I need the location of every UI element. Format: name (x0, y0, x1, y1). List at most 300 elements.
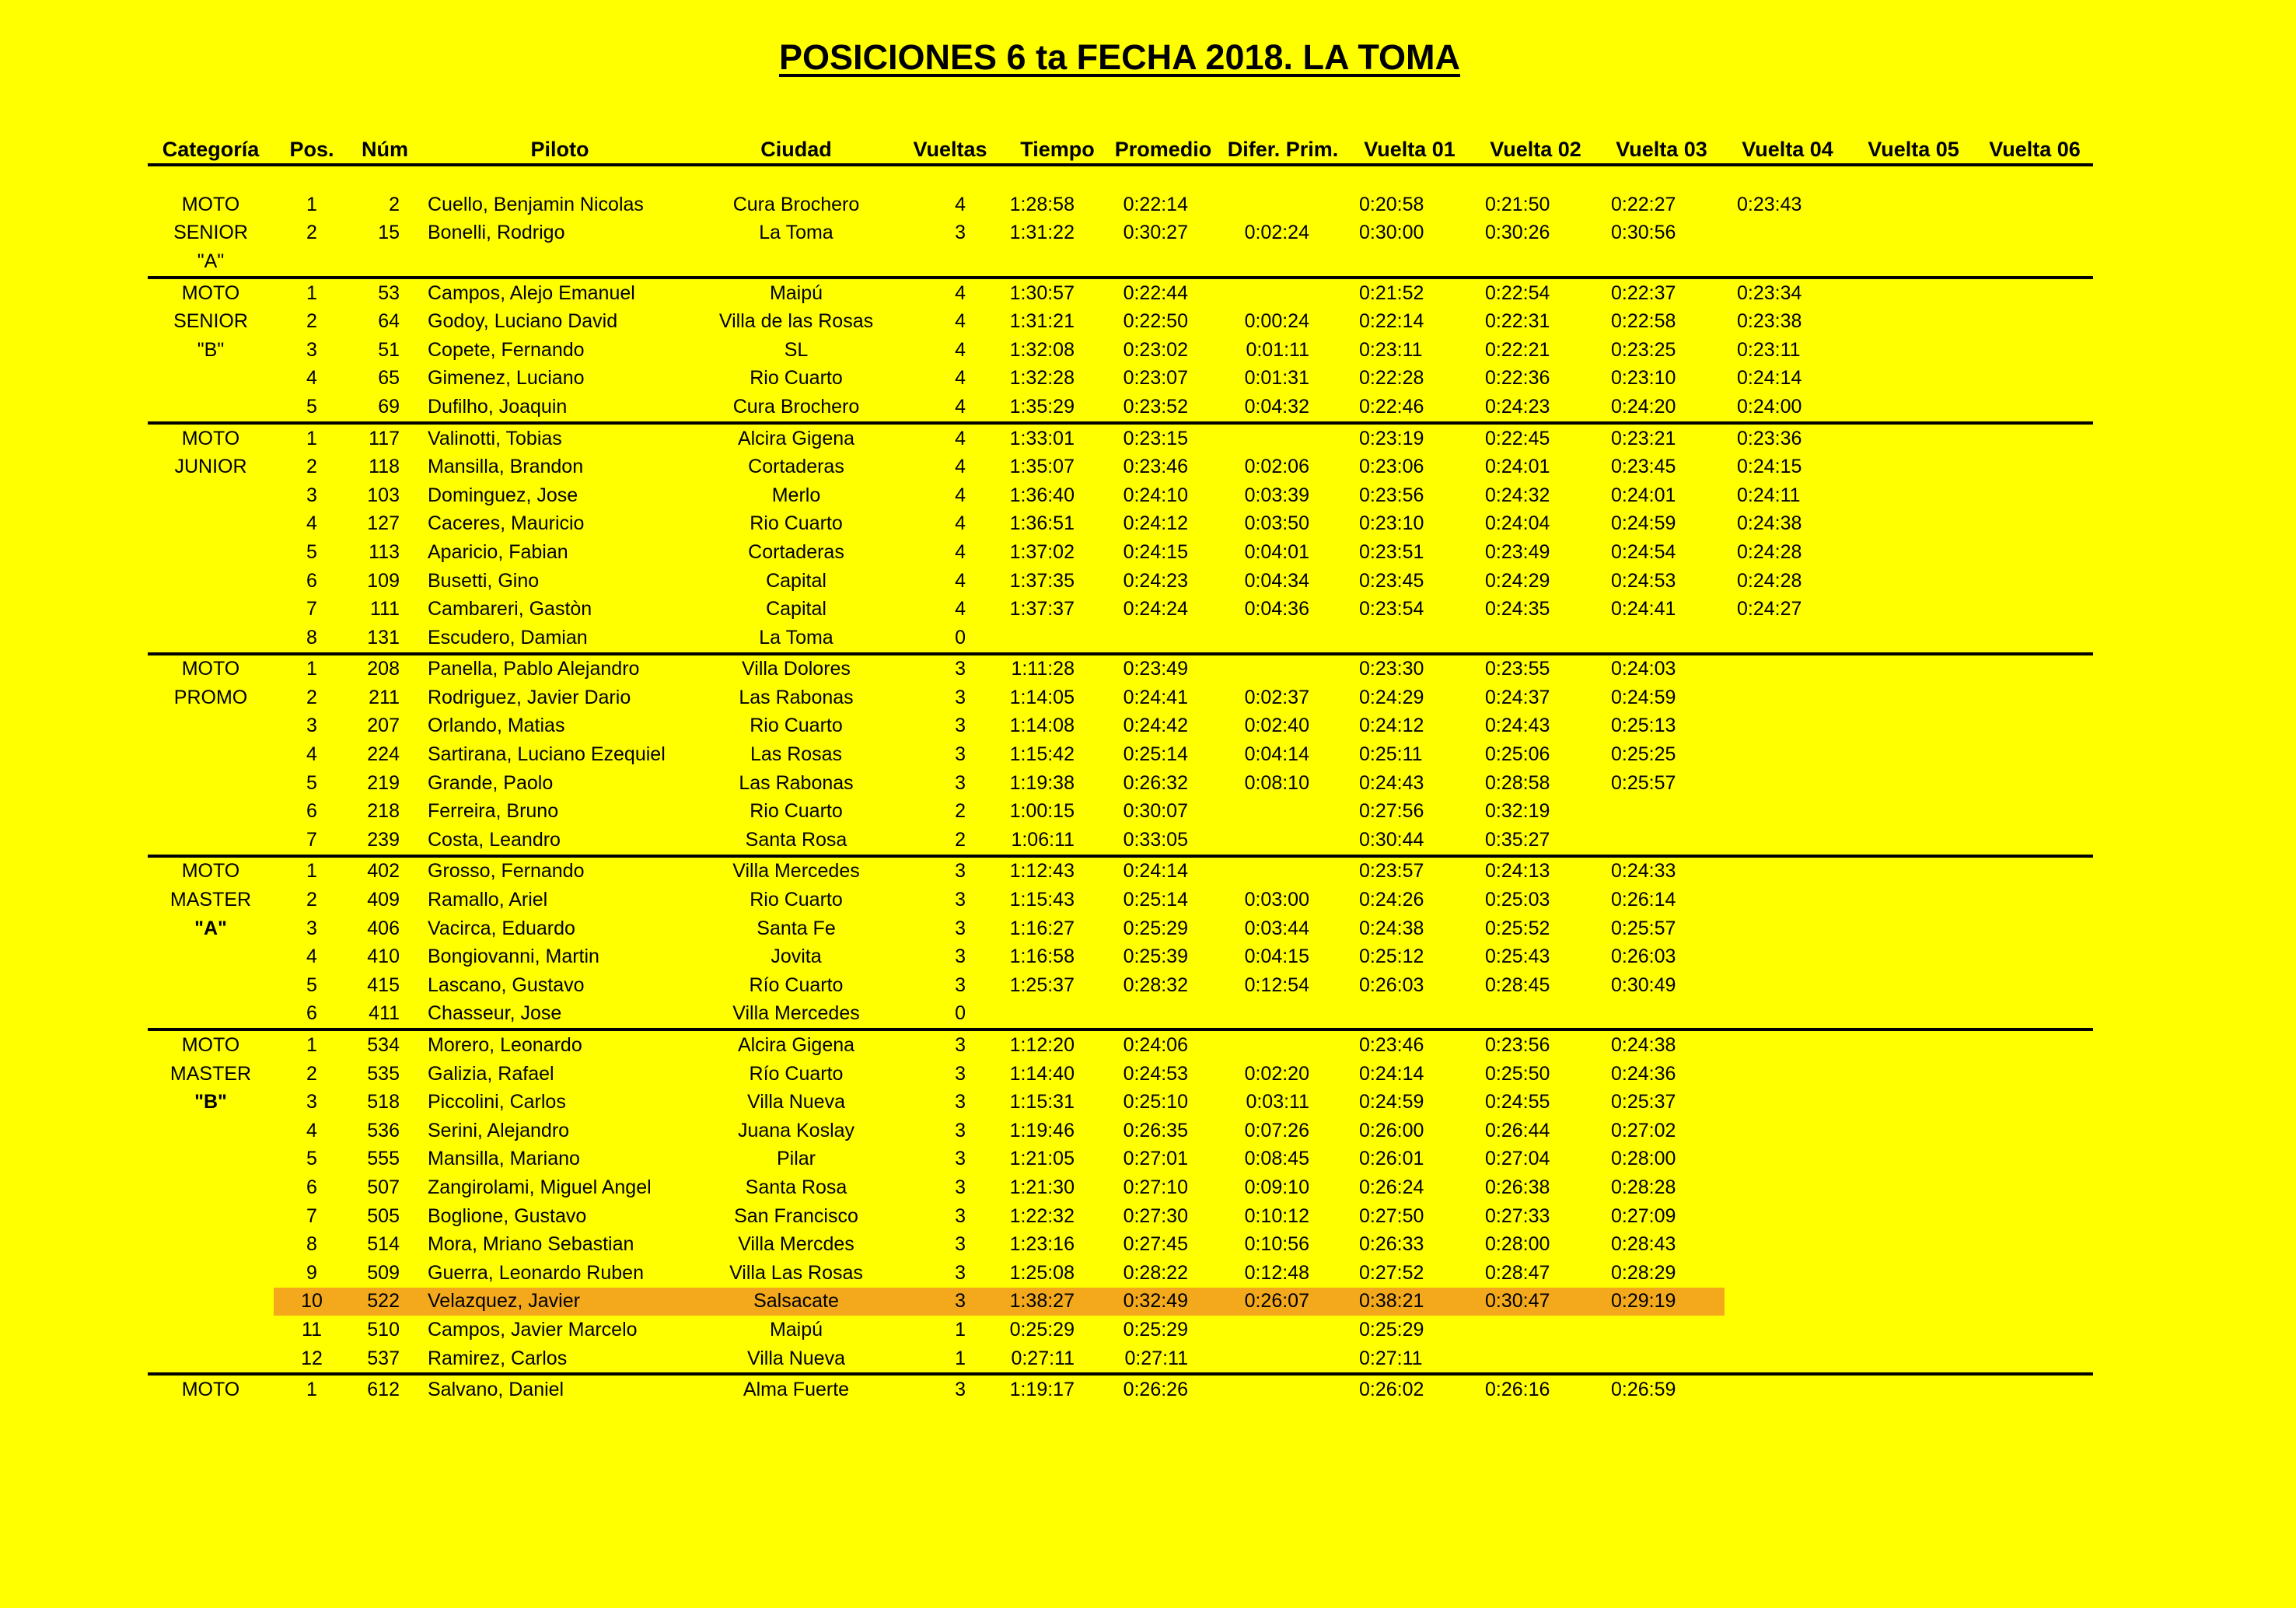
cell-promedio: 0:24:12 (1123, 512, 1188, 535)
cell-vuelta-01: 0:20:58 (1359, 193, 1424, 215)
cell-ciudad: Juana Koslay (737, 1119, 855, 1141)
cell-vuelta-06 (1976, 1230, 2093, 1259)
cell-vuelta-01: 0:24:43 (1359, 771, 1424, 794)
cell-vuelta-02: 0:22:36 (1485, 367, 1550, 390)
cell-promedio: 0:24:10 (1123, 484, 1188, 506)
cell-promedio: 0:25:29 (1123, 1318, 1188, 1341)
cell-vuelta-05 (1850, 307, 1976, 336)
cell-vuelta-05 (1850, 595, 1976, 624)
cell-promedio: 0:24:24 (1123, 598, 1188, 620)
cell-vueltas: 4 (955, 512, 966, 535)
cell-vuelta-02: 0:22:21 (1485, 338, 1550, 361)
cell-vuelta-06 (1976, 624, 2093, 654)
cell-categoria (148, 797, 274, 826)
cell-promedio: 0:22:14 (1123, 193, 1188, 215)
cell-vuelta-01: 0:23:06 (1359, 456, 1424, 478)
table-row (148, 365, 2093, 393)
cell-vuelta-02: 0:24:23 (1485, 395, 1550, 418)
cell-categoria (148, 624, 274, 654)
cell-piloto: Morero, Leonardo (420, 1029, 700, 1060)
cell-piloto: Velazquez, Javier (420, 1288, 700, 1316)
cell-difer-prim: 0:03:11 (1246, 1091, 1309, 1113)
cell-vuelta-06 (1976, 393, 2093, 423)
cell-vuelta-04 (1725, 971, 1850, 1000)
cell-ciudad: Las Rosas (750, 743, 843, 766)
table-row (148, 1173, 2093, 1202)
cell-vuelta-01 (1347, 247, 1473, 278)
cell-vuelta-03: 0:25:25 (1611, 743, 1676, 766)
cell-vuelta-05 (1850, 1344, 1976, 1375)
cell-pos: 6 (306, 1002, 317, 1025)
cell-num: 118 (369, 456, 400, 478)
header-difer-prim: Difer. Prim. (1227, 138, 1339, 161)
table-row (148, 510, 2093, 539)
cell-vuelta-03: 0:23:10 (1611, 367, 1676, 390)
cell-promedio: 0:25:39 (1123, 946, 1188, 968)
cell-vuelta-02 (1473, 1344, 1599, 1375)
cell-pos: 6 (306, 569, 317, 592)
cell-tiempo: 0:27:11 (1011, 1347, 1075, 1369)
cell-vuelta-06 (1976, 307, 2093, 336)
cell-tiempo: 1:28:58 (1009, 193, 1075, 215)
cell-vuelta-05 (1850, 886, 1976, 914)
cell-difer-prim (1219, 1344, 1347, 1375)
cell-vuelta-02: 0:21:50 (1485, 193, 1550, 215)
cell-vuelta-06 (1976, 797, 2093, 826)
cell-ciudad: Merlo (771, 484, 821, 506)
cell-num: 402 (350, 856, 420, 886)
header-vuelta-05: Vuelta 05 (1868, 138, 1959, 161)
cell-piloto: Mansilla, Mariano (428, 1148, 580, 1170)
cell-num: 69 (378, 395, 400, 418)
cell-ciudad: Jovita (771, 946, 822, 968)
cell-vuelta-01: 0:26:00 (1359, 1119, 1424, 1141)
cell-tiempo: 1:19:17 (1008, 1374, 1107, 1404)
table-row (148, 624, 2093, 654)
cell-difer-prim: 0:02:20 (1244, 1062, 1309, 1085)
cell-vueltas: 1 (955, 1347, 966, 1369)
cell-piloto: Mansilla, Brandon (428, 456, 584, 478)
cell-difer-prim: 0:07:26 (1244, 1119, 1309, 1141)
cell-vuelta-02: 0:27:04 (1485, 1148, 1550, 1170)
cell-num: 103 (367, 484, 400, 506)
cell-vuelta-05 (1850, 247, 1976, 278)
cell-vueltas (893, 247, 1008, 278)
cell-categoria (148, 769, 274, 798)
cell-categoria: MOTO (148, 1374, 274, 1404)
cell-vuelta-01: 0:27:11 (1359, 1347, 1423, 1369)
cell-vuelta-04 (1725, 740, 1850, 769)
cell-vuelta-02 (1473, 247, 1599, 278)
cell-piloto: Escudero, Damian (428, 626, 588, 648)
cell-difer-prim (1219, 1029, 1347, 1060)
cell-vuelta-06 (1976, 683, 2093, 712)
cell-vuelta-05 (1850, 191, 1976, 219)
cell-vueltas: 4 (955, 569, 966, 592)
cell-categoria: MOTO (148, 1029, 274, 1060)
cell-piloto: Guerra, Leonardo Ruben (428, 1261, 644, 1284)
cell-categoria (148, 740, 274, 769)
table-row (148, 393, 2093, 423)
cell-pos: 1 (274, 278, 350, 308)
cell-ciudad: Río Cuarto (749, 974, 844, 996)
cell-vueltas: 3 (955, 974, 966, 996)
cell-vueltas: 3 (955, 946, 966, 968)
cell-tiempo: 1:37:35 (1009, 569, 1075, 592)
page-title: POSICIONES 6 ta FECHA 2018. LA TOMA (778, 37, 1461, 77)
cell-ciudad: Alma Fuerte (700, 1374, 893, 1404)
cell-vuelta-04 (1725, 769, 1850, 798)
cell-vuelta-01: 0:23:46 (1347, 1029, 1473, 1060)
cell-categoria (148, 1173, 274, 1202)
cell-difer-prim: 0:03:50 (1244, 512, 1309, 535)
table-row (148, 1202, 2093, 1231)
cell-tiempo: 1:31:21 (1009, 310, 1075, 333)
cell-vuelta-04 (1725, 1173, 1850, 1202)
cell-vuelta-02: 0:32:19 (1485, 800, 1550, 823)
cell-vuelta-01: 0:23:11 (1359, 338, 1423, 361)
cell-vueltas: 3 (955, 743, 966, 766)
header-spacer (148, 165, 2093, 191)
cell-num: 64 (378, 310, 400, 333)
cell-tiempo (1008, 624, 1107, 654)
cell-vuelta-06 (1976, 191, 2093, 219)
cell-promedio: 0:25:14 (1123, 743, 1188, 766)
cell-vuelta-04 (1725, 1374, 1850, 1404)
cell-ciudad: Rio Cuarto (750, 512, 843, 535)
cell-piloto: Bongiovanni, Martin (428, 946, 599, 968)
cell-tiempo: 1:11:28 (1008, 654, 1107, 684)
cell-ciudad: Maipú (700, 278, 893, 308)
cell-pos: 2 (306, 686, 317, 708)
cell-ciudad: Santa Rosa (745, 1176, 847, 1198)
cell-vuelta-02: 0:24:37 (1485, 686, 1550, 708)
cell-categoria: MASTER (169, 889, 252, 911)
cell-vueltas: 3 (893, 1288, 1008, 1316)
cell-categoria: SENIOR (173, 310, 248, 333)
cell-piloto: Valinotti, Tobias (420, 423, 700, 453)
cell-tiempo (1008, 247, 1107, 278)
cell-vuelta-05 (1850, 856, 1976, 886)
cell-num: 211 (369, 686, 400, 708)
cell-promedio: 0:27:01 (1123, 1148, 1188, 1170)
cell-difer-prim: 0:00:24 (1244, 310, 1309, 333)
cell-piloto: Ramallo, Ariel (428, 889, 548, 911)
cell-ciudad: Villa Mercedes (732, 1002, 860, 1025)
cell-promedio: 0:27:30 (1123, 1204, 1188, 1227)
cell-vuelta-04 (1725, 1145, 1850, 1174)
cell-categoria (148, 1000, 274, 1030)
cell-categoria (148, 510, 274, 539)
cell-pos: 2 (306, 310, 317, 333)
cell-vuelta-01: 0:27:50 (1359, 1204, 1424, 1227)
cell-pos: 9 (306, 1261, 317, 1284)
cell-vuelta-06 (1976, 1145, 2093, 1174)
cell-tiempo: 1:35:29 (1009, 395, 1075, 418)
cell-vueltas: 4 (955, 395, 966, 418)
cell-pos: 1 (274, 423, 350, 453)
cell-pos: 1 (274, 1029, 350, 1060)
cell-piloto: Grosso, Fernando (420, 856, 700, 886)
cell-num: 535 (367, 1062, 400, 1085)
cell-vuelta-04: 0:24:28 (1737, 540, 1802, 563)
cell-vueltas: 2 (955, 800, 966, 823)
cell-vuelta-01: 0:25:12 (1359, 946, 1424, 968)
cell-vuelta-05 (1850, 914, 1976, 943)
cell-vueltas: 4 (955, 484, 966, 506)
cell-categoria (148, 971, 274, 1000)
cell-vuelta-04 (1725, 1000, 1850, 1030)
cell-vuelta-03 (1599, 826, 1725, 856)
table-row (148, 1316, 2093, 1344)
cell-vuelta-02: 0:24:32 (1485, 484, 1550, 506)
cell-vuelta-05 (1850, 826, 1976, 856)
cell-vuelta-04 (1725, 856, 1850, 886)
cell-vueltas: 4 (955, 540, 966, 563)
cell-difer-prim: 0:10:12 (1244, 1204, 1309, 1227)
cell-vuelta-03: 0:30:56 (1611, 222, 1676, 244)
cell-categoria: MOTO (181, 193, 240, 215)
cell-vuelta-03 (1599, 1000, 1725, 1030)
cell-pos: 7 (306, 598, 317, 620)
cell-piloto: Godoy, Luciano David (428, 310, 618, 333)
cell-vuelta-03: 0:24:59 (1611, 686, 1676, 708)
cell-pos: 11 (302, 1318, 322, 1341)
cell-promedio: 0:30:27 (1123, 222, 1188, 244)
cell-piloto: Vacirca, Eduardo (428, 917, 575, 939)
cell-piloto: Dominguez, Jose (428, 484, 578, 506)
cell-ciudad: Villa de las Rosas (718, 310, 874, 333)
cell-vueltas: 3 (955, 222, 966, 244)
cell-categoria (148, 393, 274, 423)
table-row (148, 914, 2093, 943)
table-row (148, 595, 2093, 624)
cell-num: 117 (350, 423, 420, 453)
cell-pos: 5 (306, 771, 317, 794)
cell-categoria: MOTO (148, 856, 274, 886)
cell-vuelta-05 (1850, 1145, 1976, 1174)
cell-num: 522 (350, 1288, 420, 1316)
cell-vuelta-03: 0:22:58 (1611, 310, 1676, 333)
cell-ciudad: Salsacate (700, 1288, 893, 1316)
cell-vuelta-02: 0:30:26 (1485, 222, 1550, 244)
cell-vuelta-04 (1725, 942, 1850, 971)
cell-pos: 5 (306, 395, 317, 418)
cell-tiempo: 1:25:37 (1009, 974, 1075, 996)
results-table-container (148, 128, 2093, 1404)
cell-pos: 6 (306, 1176, 317, 1198)
cell-piloto: Cuello, Benjamin Nicolas (428, 193, 644, 215)
cell-num: 65 (378, 367, 400, 390)
cell-vuelta-01: 0:23:45 (1359, 569, 1424, 592)
cell-vueltas: 3 (955, 1119, 966, 1141)
cell-vueltas: 4 (955, 598, 966, 620)
table-row (148, 683, 2093, 712)
cell-vueltas: 3 (955, 917, 966, 939)
table-row (148, 654, 2093, 684)
cell-vuelta-05 (1850, 1374, 1976, 1404)
cell-vuelta-03: 0:26:14 (1611, 889, 1676, 911)
cell-num: 510 (367, 1318, 400, 1341)
cell-categoria (148, 1259, 274, 1288)
cell-vuelta-04 (1725, 654, 1850, 684)
cell-vuelta-06 (1976, 886, 2093, 914)
cell-vuelta-01: 0:24:29 (1359, 686, 1424, 708)
cell-pos: 3 (306, 917, 317, 939)
cell-tiempo: 1:15:42 (1009, 743, 1075, 766)
cell-num: 208 (350, 654, 420, 684)
cell-vuelta-06 (1976, 971, 2093, 1000)
table-row (148, 712, 2093, 741)
cell-difer-prim (1219, 826, 1347, 856)
cell-tiempo: 1:16:27 (1009, 917, 1075, 939)
cell-vuelta-03: 0:28:00 (1611, 1148, 1676, 1170)
cell-vuelta-05 (1850, 683, 1976, 712)
table-row (148, 1117, 2093, 1145)
cell-pos: 3 (306, 715, 317, 737)
cell-vuelta-02: 0:24:29 (1485, 569, 1550, 592)
cell-ciudad (700, 247, 893, 278)
cell-promedio: 0:23:02 (1123, 338, 1188, 361)
cell-ciudad: Cura Brochero (732, 395, 860, 418)
cell-vuelta-05 (1850, 538, 1976, 567)
cell-tiempo: 1:19:46 (1009, 1119, 1075, 1141)
cell-vuelta-03: 0:24:36 (1611, 1062, 1676, 1085)
cell-piloto: Caceres, Mauricio (428, 512, 585, 535)
cell-vuelta-05 (1850, 336, 1976, 365)
cell-pos: 1 (306, 193, 317, 215)
cell-tiempo: 1:16:58 (1009, 946, 1075, 968)
cell-num: 509 (367, 1261, 400, 1284)
cell-difer-prim (1219, 624, 1347, 654)
cell-piloto: Aparicio, Fabian (428, 540, 568, 563)
cell-vuelta-05 (1850, 797, 1976, 826)
cell-ciudad: Villa Las Rosas (729, 1261, 863, 1284)
cell-piloto: Zangirolami, Miguel Angel (428, 1176, 652, 1198)
table-row (148, 278, 2093, 308)
table-row (148, 567, 2093, 596)
cell-categoria (148, 1316, 274, 1344)
table-row (148, 971, 2093, 1000)
cell-vuelta-04 (1725, 914, 1850, 943)
cell-pos: 2 (306, 889, 317, 911)
cell-tiempo: 1:36:40 (1009, 484, 1075, 506)
cell-difer-prim: 0:10:56 (1244, 1233, 1309, 1256)
cell-vuelta-03: 0:24:53 (1611, 569, 1676, 592)
cell-vueltas: 3 (955, 1176, 966, 1198)
cell-vuelta-01: 0:23:54 (1359, 598, 1424, 620)
cell-vuelta-03 (1599, 1344, 1725, 1375)
cell-piloto: Boglione, Gustavo (428, 1204, 587, 1227)
cell-vueltas: 0 (955, 626, 966, 648)
cell-vuelta-04 (1725, 1259, 1850, 1288)
cell-ciudad: Capital (766, 569, 826, 592)
cell-promedio: 0:27:11 (1124, 1347, 1188, 1369)
cell-promedio: 0:23:15 (1107, 423, 1219, 453)
cell-tiempo: 1:00:15 (1009, 800, 1075, 823)
cell-categoria (148, 1230, 274, 1259)
cell-vuelta-03 (1599, 797, 1725, 826)
cell-difer-prim: 0:02:06 (1244, 456, 1309, 478)
cell-vueltas: 4 (955, 338, 966, 361)
cell-tiempo: 1:14:40 (1009, 1062, 1075, 1085)
cell-piloto: Orlando, Matias (428, 715, 565, 737)
cell-promedio: 0:27:10 (1123, 1176, 1188, 1198)
cell-pos: 5 (306, 974, 317, 996)
cell-vuelta-05 (1850, 1202, 1976, 1231)
cell-pos: 3 (306, 484, 317, 506)
cell-vuelta-04 (1725, 886, 1850, 914)
cell-vuelta-05 (1850, 1316, 1976, 1344)
cell-vuelta-04: 0:23:34 (1725, 278, 1850, 308)
cell-vuelta-02: 0:24:43 (1485, 715, 1550, 737)
cell-tiempo: 1:19:38 (1009, 771, 1075, 794)
table-row (148, 1288, 2093, 1316)
table-row (148, 856, 2093, 886)
cell-ciudad: Villa Nueva (746, 1347, 845, 1369)
cell-vuelta-03: 0:24:03 (1599, 654, 1725, 684)
cell-vuelta-05 (1850, 365, 1976, 393)
cell-vueltas: 3 (955, 1062, 966, 1085)
table-row (148, 1374, 2093, 1404)
cell-vuelta-06 (1976, 365, 2093, 393)
cell-piloto: Galizia, Rafael (428, 1062, 554, 1085)
cell-categoria (148, 567, 274, 596)
cell-difer-prim: 0:12:48 (1244, 1261, 1309, 1284)
results-table (148, 128, 2093, 1404)
cell-piloto: Salvano, Daniel (420, 1374, 700, 1404)
header-vuelta-02: Vuelta 02 (1490, 138, 1581, 161)
cell-vuelta-04 (1725, 247, 1850, 278)
cell-promedio: 0:25:14 (1123, 889, 1188, 911)
cell-vuelta-02: 0:30:47 (1473, 1288, 1599, 1316)
cell-vuelta-04: 0:24:15 (1737, 456, 1802, 478)
cell-vuelta-02: 0:23:56 (1473, 1029, 1599, 1060)
cell-categoria (148, 1344, 274, 1375)
cell-vuelta-06 (1976, 247, 2093, 278)
cell-vuelta-03 (1599, 624, 1725, 654)
cell-vuelta-03: 0:25:57 (1611, 917, 1676, 939)
header-promedio: Promedio (1114, 138, 1212, 161)
cell-vuelta-06 (1976, 1259, 2093, 1288)
cell-pos: 4 (306, 743, 317, 766)
cell-vuelta-03: 0:28:29 (1611, 1261, 1676, 1284)
cell-pos: 3 (306, 1091, 317, 1113)
cell-tiempo: 1:12:20 (1008, 1029, 1107, 1060)
cell-piloto: Dufilho, Joaquin (428, 395, 568, 418)
header-vuelta-04: Vuelta 04 (1742, 138, 1833, 161)
cell-pos: 1 (274, 856, 350, 886)
cell-pos: 3 (306, 338, 317, 361)
cell-piloto (420, 247, 700, 278)
cell-vuelta-06 (1976, 423, 2093, 453)
cell-promedio: 0:26:26 (1107, 1374, 1219, 1404)
cell-vuelta-06 (1976, 1288, 2093, 1316)
cell-tiempo: 1:06:11 (1011, 828, 1075, 851)
cell-promedio: 0:28:32 (1123, 974, 1188, 996)
cell-ciudad: Villa Mercdes (738, 1233, 854, 1256)
table-row (148, 423, 2093, 453)
cell-vueltas: 4 (955, 456, 966, 478)
cell-vuelta-04: 0:24:11 (1737, 484, 1801, 506)
cell-ciudad: Cortaderas (748, 540, 844, 563)
cell-vuelta-01: 0:30:00 (1359, 222, 1424, 244)
cell-difer-prim: 0:02:24 (1244, 222, 1309, 244)
cell-vuelta-02: 0:26:38 (1485, 1176, 1550, 1198)
cell-vuelta-03: 0:25:13 (1611, 715, 1676, 737)
cell-vuelta-02: 0:28:47 (1485, 1261, 1550, 1284)
cell-vuelta-05 (1850, 481, 1976, 510)
